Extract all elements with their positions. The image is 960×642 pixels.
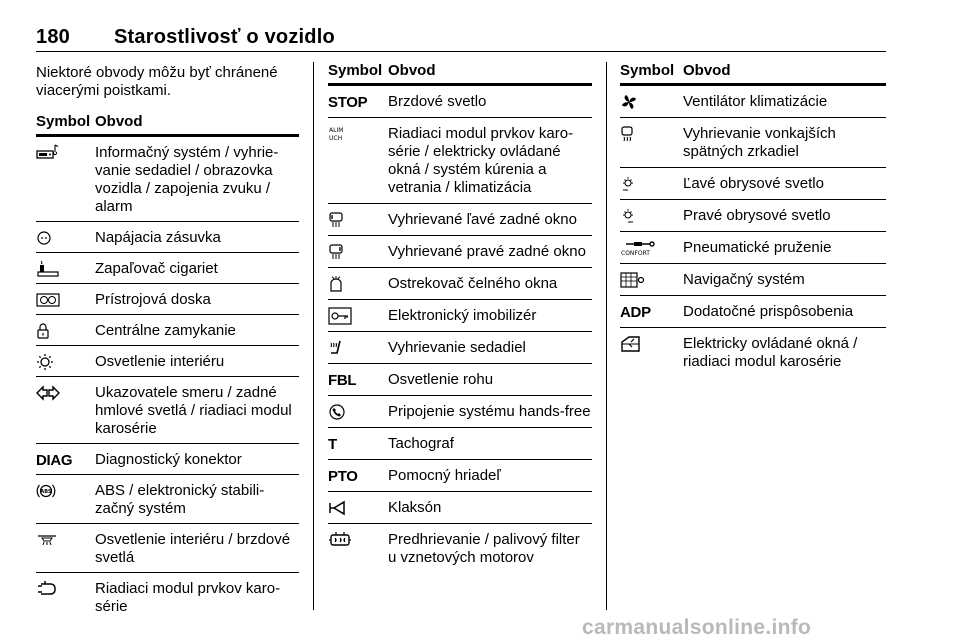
table-row [328,93,592,111]
circuit-description: Prístrojová doska [95,291,211,308]
circuit-description: Diagnostický konektor [95,451,242,468]
page-header [36,26,886,52]
table-row [328,243,592,261]
table-row [328,211,592,229]
table-row [328,125,592,197]
circuit-description: Elektronický imobilizér [388,307,537,324]
table-row [36,531,299,567]
table-row [36,384,299,438]
circuit-description: Brzdové svetlo [388,93,487,110]
side-light-left-icon [620,175,683,193]
circuit-description: ABS / elektronický stabili-začný systém [95,482,265,517]
row-divider [620,327,886,328]
interior-light-icon [36,353,95,371]
symbol-code: PTO [328,467,358,485]
table-row [328,467,592,485]
circuit-description: Vyhrievanie sedadiel [388,339,526,356]
icon-caption: CONFORT [621,250,650,257]
column-divider [606,62,607,610]
icon-label: ALIM [329,127,344,134]
circuit-description: Predhrievanie / palivový filter u vznetových motorov [388,531,580,566]
row-divider [328,235,592,236]
table-row [620,335,886,371]
cigarette-lighter-icon [36,260,95,278]
circuit-description: Informačný systém / vyhrie-vanie sedadiel / obrazovka vozidla / zapojenia zvuku / alarm [95,144,279,215]
central-lock-icon [36,322,95,340]
row-divider [36,221,299,222]
table-header [36,113,299,133]
table-row [620,207,886,225]
symbol-code: FBL [328,371,357,389]
circuit-description: Vyhrievané pravé zadné okno [388,243,586,260]
symbol-header: Symbol [620,62,675,79]
intro-text: Niektoré obvody môžu byť chránené viacerými poistkami. [36,64,278,99]
row-divider [36,252,299,253]
row-divider [36,474,299,475]
circuit-description: Riadiaci modul prvkov karo-série [95,580,281,615]
circuit-description: Napájacia zásuvka [95,229,221,246]
fan-icon [620,93,683,111]
fuse-table-column-3 [620,62,886,371]
circuit-description: Zapaľovač cigariet [95,260,218,277]
horn-icon [328,499,388,517]
watermark: carmanualsonline.info [582,616,812,639]
table-row [620,93,886,111]
circuit-description: Dodatočné prispôsobenia [683,303,854,320]
turn-signal-icon [36,384,95,402]
row-divider [328,427,592,428]
radio-speaker-icon [36,144,95,162]
table-row [620,175,886,193]
row-divider [328,203,592,204]
row-divider [36,345,299,346]
navigation-icon [620,271,683,289]
circuit-description: Osvetlenie interiéru [95,353,225,370]
row-divider [328,395,592,396]
page-number: 180 [36,26,70,48]
circuit-description: Osvetlenie rohu [388,371,494,388]
table-row [620,239,886,257]
row-divider [328,331,592,332]
brake-interior-light-icon [36,531,95,549]
table-row [328,499,592,517]
row-divider [36,572,299,573]
circuit-description: Osvetlenie interiéru / brzdové svetlá [95,531,291,566]
circuit-description: Pneumatické pruženie [683,239,832,256]
column-divider [313,62,314,610]
chapter-title: Starostlivosť o vozidlo [114,26,335,48]
circuit-description: Riadiaci modul prvkov karo-série / elektricky ovládané okná / systém kúrenia a vetrania / klimatizácia [388,125,574,196]
circuit-description: Centrálne zamykanie [95,322,236,339]
power-socket-icon [36,229,95,247]
phone-handsfree-icon [328,403,388,421]
fuse-table-column-2 [328,62,592,567]
row-divider [328,363,592,364]
row-divider [620,263,886,264]
row-divider [36,314,299,315]
row-divider [328,267,592,268]
instrument-panel-icon [36,291,95,309]
circuit-description: Ľavé obrysové svetlo [683,175,824,192]
circuit-description: Pomocný hriadeľ [388,467,501,484]
circuit-header: Obvod [683,62,731,79]
symbol-code: DIAG [36,451,73,469]
symbol-code: T [328,435,337,453]
power-window-icon [620,335,683,353]
table-row [36,322,299,340]
table-row [328,403,592,421]
pneumatic-suspension-icon [620,239,683,257]
heated-rear-window-left-icon [328,211,388,229]
table-row [36,229,299,247]
table-row [328,307,592,325]
circuit-header: Obvod [388,62,436,79]
symbol-code: ADP [620,303,651,321]
row-divider [36,376,299,377]
circuit-description: Vyhrievanie vonkajších spätných zrkadiel [683,125,836,160]
circuit-description: Ostrekovač čelného okna [388,275,558,292]
table-row [36,482,299,518]
circuit-description: Ventilátor klimatizácie [683,93,828,110]
icon-label: UCH [329,135,343,142]
symbol-header: Symbol [36,113,91,130]
table-row [620,125,886,161]
circuit-description: Pripojenie systému hands-free [388,403,591,420]
table-row [36,451,299,469]
table-header [328,62,592,82]
row-divider [328,491,592,492]
immobilizer-key-icon [328,307,388,325]
svg-text:ABS: ABS [40,489,52,495]
row-divider [36,283,299,284]
table-row [328,531,592,567]
circuit-description: Tachograf [388,435,454,452]
header-rule [36,51,886,52]
side-light-right-icon [620,207,683,225]
row-divider [36,443,299,444]
circuit-description: Vyhrievané ľavé zadné okno [388,211,577,228]
table-row [328,371,592,389]
row-divider [328,459,592,460]
table-row [620,271,886,289]
alim-uch-icon [328,125,388,143]
row-divider [328,117,592,118]
circuit-description: Ukazovatele smeru / zadné hmlové svetlá / riadiaci modul karosérie [95,384,292,437]
row-divider [620,295,886,296]
seat-heating-icon [328,339,388,357]
row-divider [620,199,886,200]
header-thick-rule [328,83,592,86]
table-row [620,303,886,321]
table-row [36,580,299,616]
header-thick-rule [36,134,299,137]
heated-rear-window-right-icon [328,243,388,261]
heated-mirror-icon [620,125,683,143]
circuit-description: Klaksón [388,499,442,516]
table-row [36,260,299,278]
table-row [36,291,299,309]
fuse-table-column-1 [36,62,299,616]
body-module-icon [36,580,95,598]
row-divider [620,117,886,118]
circuit-description: Pravé obrysové svetlo [683,207,831,224]
row-divider [620,231,886,232]
glow-plug-icon [328,531,388,549]
symbol-code: STOP [328,93,368,111]
abs-icon [36,482,95,500]
windshield-washer-icon [328,275,388,293]
header-thick-rule [620,83,886,86]
circuit-description: Elektricky ovládané okná / riadiaci modul karosérie [683,335,858,370]
row-divider [328,523,592,524]
row-divider [620,167,886,168]
row-divider [328,299,592,300]
table-header [620,62,886,82]
table-row [36,353,299,371]
table-row [328,435,592,453]
table-row [328,275,592,293]
table-row [328,339,592,357]
symbol-header: Symbol [328,62,383,79]
table-row [36,144,299,216]
row-divider [36,523,299,524]
circuit-description: Navigačný systém [683,271,805,288]
circuit-header: Obvod [95,113,143,130]
